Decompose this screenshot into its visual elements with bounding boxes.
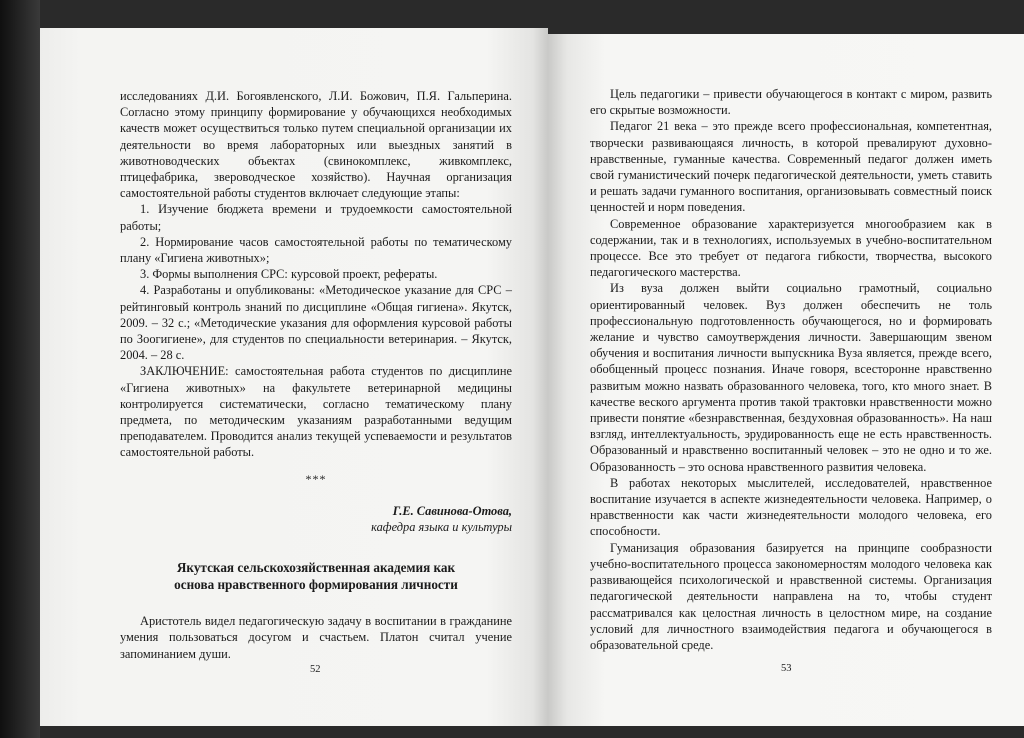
list-item: 2. Нормирование часов самостоятельной работы по тематическому плану «Гигиена животных»; bbox=[120, 234, 512, 266]
page-number: 53 bbox=[781, 663, 792, 674]
paragraph: В работах некоторых мыслителей, исследователей, нравственное воспитание изучается в аспекте жизнедеятельности человека. Например, о нравственности как части жизнедеятельности молодого человека, его способности. bbox=[590, 475, 992, 539]
conclusion-paragraph: ЗАКЛЮЧЕНИЕ: самостоятельная работа студентов по дисциплине «Гигиена животных» на факультете ветеринарной медицины контролируется систематически, согласно тематическому плану предмета, по методическим указаниям разработанными ведущим преподавателем. Проводится анализ текущей успеваемости и результатов самостоятельной работы. bbox=[120, 364, 512, 460]
left-page bbox=[40, 28, 548, 726]
paragraph: Современное образование характеризуется многообразием как в содержании, так и в технологиях, используемых в учебно-воспитательном процессе. Все это требует от педагога гибкости, творчества, высокого педагогического мастерства. bbox=[590, 216, 992, 280]
article-title-line: Якутская сельскохозяйственная академия как bbox=[176, 560, 456, 576]
list-item: 3. Формы выполнения СРС: курсовой проект, рефераты. bbox=[140, 267, 438, 282]
paragraph: Педагог 21 века – это прежде всего профессиональная, компетентная, творчески развивающаяся личность, в которой превалируют духовно-нравственные, гуманные качества. Современный педагог должен иметь свой гуманистический почерк педагогической деятельности, уметь ставить и решать задачи гуманного воспитания, организовывать совместный поиск ценностей и норм поведения. bbox=[590, 119, 992, 215]
article-title bbox=[120, 559, 512, 593]
author-name: Г.Е. Савинова-Отова, bbox=[392, 503, 512, 518]
left-page-text bbox=[120, 88, 512, 662]
scan-edge bbox=[0, 0, 40, 738]
paragraph: исследованиях Д.И. Богоявленского, Л.И. Божович, П.Я. Гальперина. Согласно этому принципу формирование у обучающихся необходимых качеств может осуществиться только путем специальной организации их деятельности во время лабораторных или выездных занятий в животноводческих объектах (свинокомплекс, живкомплекс, птицефабрика, звероводческое хозяйство). Научная организация самостоятельной работы студентов включает следующие этапы: bbox=[120, 89, 512, 201]
list-item: 4. Разработаны и опубликованы: «Методическое указание для СРС – рейтинговый контроль знаний по дисциплине «Общая гигиена». Якутск, 2009. – 32 с.; «Методические указания для оформления курсовой работы по Зоогигиене», для студентов по специальности ветеринария. – Якутск, 2004. – 28 с. bbox=[120, 283, 512, 363]
paragraph: Цель педагогики – привести обучающегося в контакт с миром, развить его скрытые возможности. bbox=[590, 87, 992, 118]
page-number: 52 bbox=[310, 664, 321, 675]
list-item: 1. Изучение бюджета времени и трудоемкости самостоятельной работы; bbox=[120, 202, 512, 233]
paragraph: Гуманизация образования базируется на принципе сообразности учебно-воспитательного процесса закономерностям молодого человека как развивающейся психологической и нравственной системы. Организация педагогической деятельности направлена на то, чтобы студент рассматривался как целостная личность в целостном мире, на создание условий для личностного взаимодействия педагога и обучающегося в образовательной среде. bbox=[590, 540, 992, 652]
right-page-text bbox=[590, 86, 992, 653]
paragraph: Из вуза должен выйти социально грамотный, социально ориентированный человек. Вуз должен обеспечить не толь профессиональную подготовленность обучающегося, но и формировать желание и чувство самоутверждения личности. Завершающим звеном обучения и воспитания личности выпускника Вуза является, прежде всего, обобщенный процесс познания. Иначе говоря, всесторонне нравственно развитым можно назвать образованного человека, того, кто много знает. В качестве веского аргумента против такой трактовки нравственности можно привести понятие «безнравственная, бездуховная образованность». На наш взгляд, интеллектуальность, эрудированность еще не есть нравственность. Образованный и нравственно воспитанный человек – это не одно и то же. Образованность – это основа нравственного развития человека. bbox=[590, 281, 992, 474]
section-separator: *** bbox=[305, 471, 327, 486]
right-page bbox=[548, 34, 1024, 726]
author-department: кафедра языка и культуры bbox=[371, 520, 512, 535]
paragraph: Аристотель видел педагогическую задачу в воспитании в гражданине умения пользоваться досугом и счастьем. Платон считал учение запоминанием души. bbox=[120, 614, 512, 661]
article-title-line: основа нравственного формирования личности bbox=[174, 577, 458, 593]
